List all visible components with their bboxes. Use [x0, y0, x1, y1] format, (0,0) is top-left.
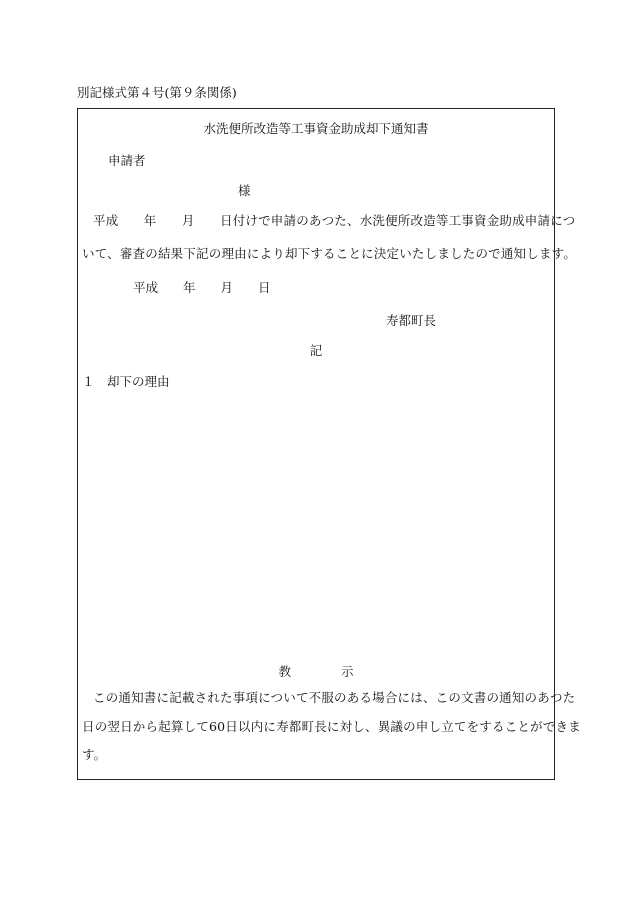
- body-text-line-2: いて、審査の結果下記の理由により却下することに決定いたしましたので通知します。: [82, 246, 577, 261]
- instruction-text-line-2: 日の翌日から起算して60日以内に寿都町長に対し、異議の申し立てをすることができま: [82, 719, 581, 734]
- instruction-text-line-1: この通知書に記載された事項について不服のある場合には、この文書の通知のあつた: [93, 690, 576, 705]
- instruction-text-line-3: す。: [82, 747, 107, 762]
- issue-date-line: 平成 年 月 日: [133, 280, 271, 295]
- notice-form-frame: [77, 108, 581, 780]
- body-text-line-1: 平成 年 月 日付けで申請のあつた、水洗便所改造等工事資金助成申請につ: [93, 213, 576, 228]
- applicant-label: 申請者: [108, 153, 146, 168]
- rejection-reason-heading: １ 却下の理由: [82, 374, 170, 389]
- honorific-sama: 様: [238, 183, 251, 198]
- document-title: 水洗便所改造等工事資金助成却下通知書: [203, 121, 429, 136]
- form-number-label: 別記様式第４号(第９条関係): [77, 85, 237, 100]
- issuer-name: 寿都町長: [386, 313, 437, 328]
- ki-heading: 記: [309, 343, 323, 358]
- instruction-heading: 教 示: [278, 664, 354, 679]
